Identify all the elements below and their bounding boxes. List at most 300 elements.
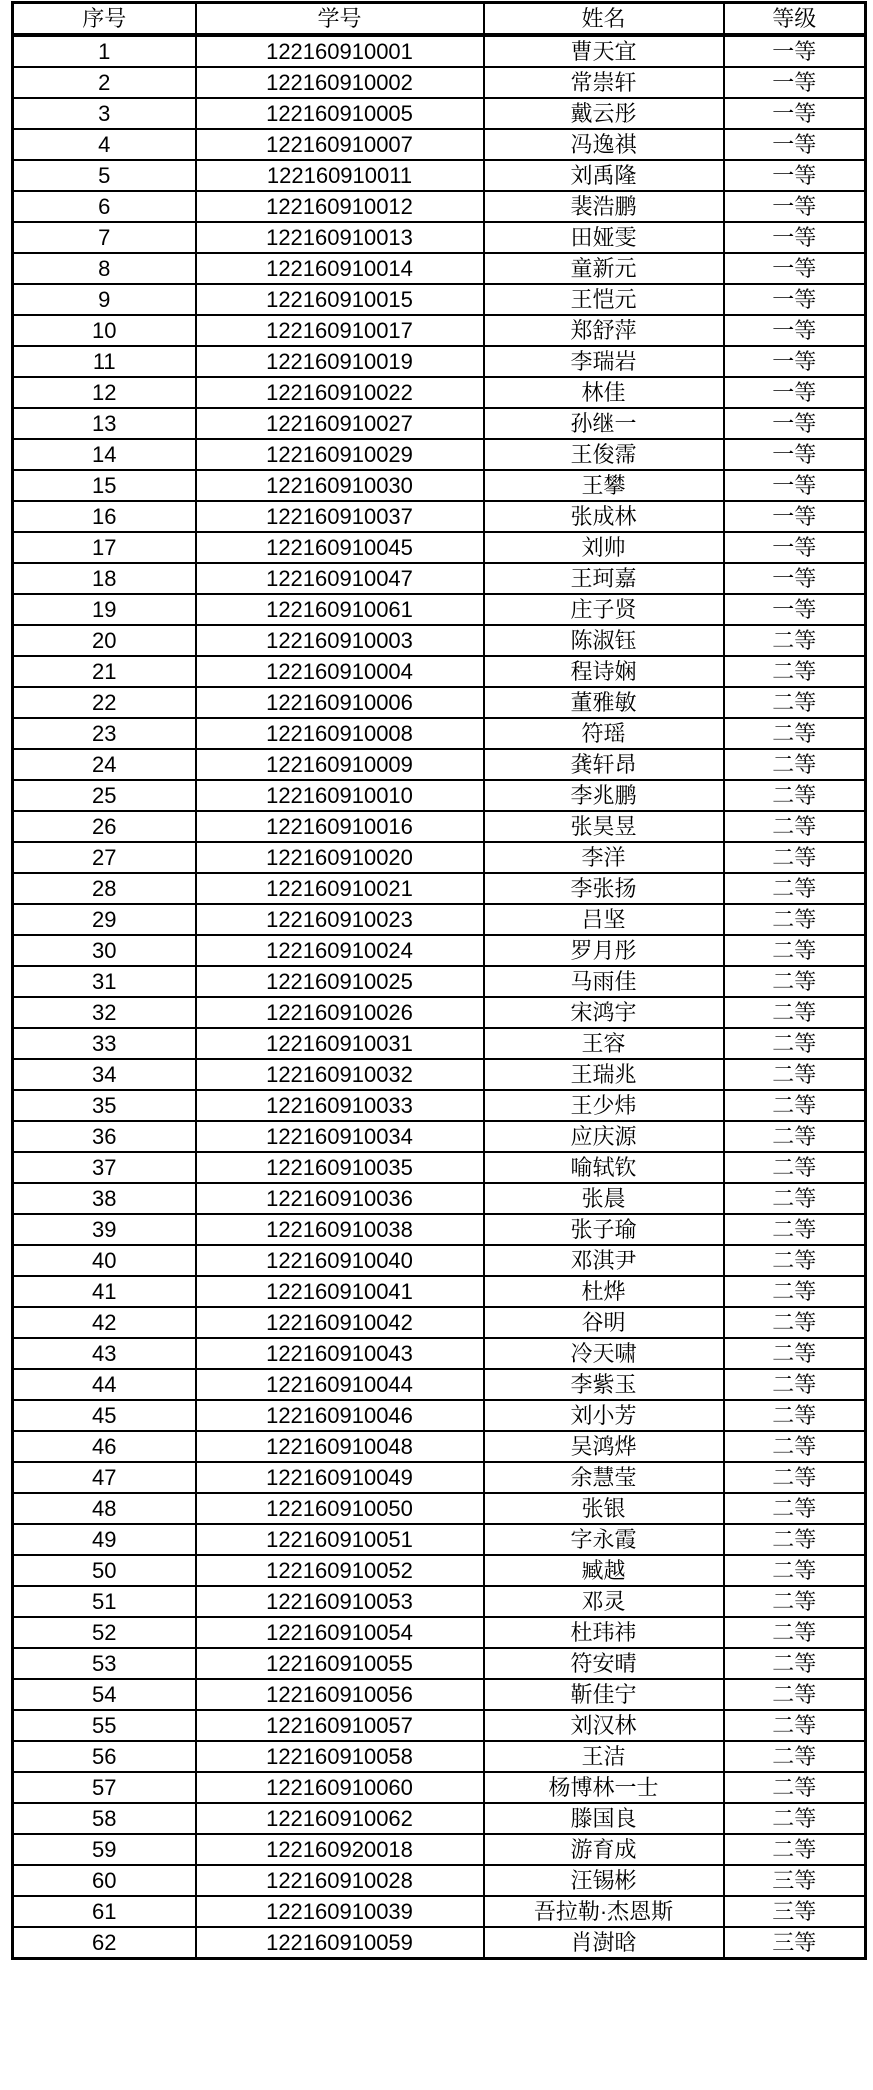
student-id-cell: 122160910057 (196, 1710, 484, 1741)
student-id-cell: 122160910035 (196, 1152, 484, 1183)
table-row (13, 470, 866, 501)
table-row (13, 1524, 866, 1555)
table-row (13, 315, 866, 346)
table-row (13, 687, 866, 718)
table-row (13, 1927, 866, 1959)
grade-cell: 二等 (724, 1555, 866, 1586)
name-cell: 吾拉勒·杰恩斯 (484, 1896, 724, 1927)
serial-cell: 5 (13, 160, 196, 191)
grade-cell: 二等 (724, 1059, 866, 1090)
serial-cell: 48 (13, 1493, 196, 1524)
student-id-cell: 122160910022 (196, 377, 484, 408)
grade-cell: 二等 (724, 1431, 866, 1462)
grade-cell: 二等 (724, 811, 866, 842)
serial-cell: 59 (13, 1834, 196, 1865)
name-cell: 刘帅 (484, 532, 724, 563)
table-row (13, 253, 866, 284)
name-cell: 戴云彤 (484, 98, 724, 129)
grade-cell: 二等 (724, 1369, 866, 1400)
student-id-cell: 122160910005 (196, 98, 484, 129)
student-id-cell: 122160910056 (196, 1679, 484, 1710)
name-cell: 符瑶 (484, 718, 724, 749)
table-row (13, 1090, 866, 1121)
serial-cell: 62 (13, 1927, 196, 1959)
table-row (13, 1803, 866, 1834)
grade-table (11, 1, 867, 1960)
table-row (13, 1338, 866, 1369)
student-id-cell: 122160910013 (196, 222, 484, 253)
grade-cell: 二等 (724, 1524, 866, 1555)
student-id-cell: 122160910036 (196, 1183, 484, 1214)
table-row (13, 625, 866, 656)
serial-cell: 42 (13, 1307, 196, 1338)
name-cell: 符安晴 (484, 1648, 724, 1679)
table-row (13, 1369, 866, 1400)
student-id-cell: 122160910058 (196, 1741, 484, 1772)
serial-cell: 49 (13, 1524, 196, 1555)
serial-cell: 45 (13, 1400, 196, 1431)
serial-cell: 6 (13, 191, 196, 222)
name-cell: 杜玮祎 (484, 1617, 724, 1648)
table-row (13, 1896, 866, 1927)
table-row (13, 1431, 866, 1462)
name-cell: 吴鸿烨 (484, 1431, 724, 1462)
name-cell: 吕坚 (484, 904, 724, 935)
name-cell: 杨博林一士 (484, 1772, 724, 1803)
table-row (13, 656, 866, 687)
student-id-cell: 122160910020 (196, 842, 484, 873)
name-cell: 靳佳宁 (484, 1679, 724, 1710)
table-row (13, 1865, 866, 1896)
name-cell: 冷天啸 (484, 1338, 724, 1369)
name-cell: 马雨佳 (484, 966, 724, 997)
table-row (13, 1741, 866, 1772)
grade-cell: 二等 (724, 966, 866, 997)
student-id-cell: 122160910054 (196, 1617, 484, 1648)
grade-cell: 一等 (724, 501, 866, 532)
name-cell: 邓灵 (484, 1586, 724, 1617)
serial-cell: 58 (13, 1803, 196, 1834)
table-row (13, 1586, 866, 1617)
header-row (13, 3, 866, 36)
name-cell: 龚轩昂 (484, 749, 724, 780)
grade-cell: 二等 (724, 656, 866, 687)
serial-cell: 50 (13, 1555, 196, 1586)
student-id-cell: 122160910024 (196, 935, 484, 966)
name-cell: 李兆鹏 (484, 780, 724, 811)
serial-cell: 9 (13, 284, 196, 315)
serial-cell: 13 (13, 408, 196, 439)
student-id-cell: 122160910028 (196, 1865, 484, 1896)
serial-cell: 29 (13, 904, 196, 935)
name-cell: 李瑞岩 (484, 346, 724, 377)
student-id-cell: 122160910044 (196, 1369, 484, 1400)
table-row (13, 904, 866, 935)
grade-cell: 二等 (724, 904, 866, 935)
student-id-cell: 122160910038 (196, 1214, 484, 1245)
student-id-cell: 122160910007 (196, 129, 484, 160)
student-id-cell: 122160910009 (196, 749, 484, 780)
student-id-cell: 122160910046 (196, 1400, 484, 1431)
name-cell: 邓淇尹 (484, 1245, 724, 1276)
student-id-cell: 122160910014 (196, 253, 484, 284)
student-id-cell: 122160910027 (196, 408, 484, 439)
table-row (13, 532, 866, 563)
table-row (13, 408, 866, 439)
serial-cell: 34 (13, 1059, 196, 1090)
grade-cell: 二等 (724, 1834, 866, 1865)
student-id-cell: 122160910037 (196, 501, 484, 532)
grade-cell: 二等 (724, 1307, 866, 1338)
student-id-cell: 122160910032 (196, 1059, 484, 1090)
name-cell: 王瑞兆 (484, 1059, 724, 1090)
student-id-cell: 122160910055 (196, 1648, 484, 1679)
student-id-cell: 122160910043 (196, 1338, 484, 1369)
table-row (13, 377, 866, 408)
table-row (13, 997, 866, 1028)
grade-cell: 二等 (724, 1648, 866, 1679)
table-row (13, 718, 866, 749)
student-id-cell: 122160910051 (196, 1524, 484, 1555)
table-row (13, 1493, 866, 1524)
serial-cell: 47 (13, 1462, 196, 1493)
student-id-cell: 122160910061 (196, 594, 484, 625)
grade-cell: 二等 (724, 1617, 866, 1648)
name-cell: 常崇轩 (484, 67, 724, 98)
table-row (13, 439, 866, 470)
serial-cell: 21 (13, 656, 196, 687)
table-row (13, 1276, 866, 1307)
student-id-cell: 122160910053 (196, 1586, 484, 1617)
table-row (13, 1183, 866, 1214)
grade-cell: 一等 (724, 377, 866, 408)
name-cell: 王容 (484, 1028, 724, 1059)
student-id-cell: 122160910002 (196, 67, 484, 98)
grade-cell: 二等 (724, 842, 866, 873)
name-cell: 裴浩鹏 (484, 191, 724, 222)
header-grade: 等级 (724, 3, 866, 36)
name-cell: 应庆源 (484, 1121, 724, 1152)
serial-cell: 41 (13, 1276, 196, 1307)
grade-cell: 三等 (724, 1896, 866, 1927)
student-id-cell: 122160910040 (196, 1245, 484, 1276)
serial-cell: 24 (13, 749, 196, 780)
grade-cell: 二等 (724, 1183, 866, 1214)
serial-cell: 2 (13, 67, 196, 98)
student-id-cell: 122160910042 (196, 1307, 484, 1338)
grade-cell: 二等 (724, 625, 866, 656)
serial-cell: 26 (13, 811, 196, 842)
grade-cell: 一等 (724, 35, 866, 67)
name-cell: 李张扬 (484, 873, 724, 904)
name-cell: 王恺元 (484, 284, 724, 315)
serial-cell: 60 (13, 1865, 196, 1896)
table-row (13, 1152, 866, 1183)
name-cell: 冯逸祺 (484, 129, 724, 160)
table-row (13, 222, 866, 253)
table-row (13, 780, 866, 811)
name-cell: 游育成 (484, 1834, 724, 1865)
name-cell: 字永霞 (484, 1524, 724, 1555)
header-student-id: 学号 (196, 3, 484, 36)
serial-cell: 56 (13, 1741, 196, 1772)
grade-cell: 一等 (724, 284, 866, 315)
name-cell: 张成林 (484, 501, 724, 532)
table-row (13, 1059, 866, 1090)
student-id-cell: 122160910025 (196, 966, 484, 997)
grade-cell: 二等 (724, 1679, 866, 1710)
grade-cell: 一等 (724, 160, 866, 191)
name-cell: 杜烨 (484, 1276, 724, 1307)
grade-cell: 一等 (724, 253, 866, 284)
grade-cell: 一等 (724, 222, 866, 253)
serial-cell: 25 (13, 780, 196, 811)
table-row (13, 346, 866, 377)
grade-cell: 一等 (724, 67, 866, 98)
serial-cell: 12 (13, 377, 196, 408)
table-row (13, 1834, 866, 1865)
table-row (13, 1028, 866, 1059)
serial-cell: 31 (13, 966, 196, 997)
serial-cell: 28 (13, 873, 196, 904)
table-row (13, 749, 866, 780)
student-id-cell: 122160910029 (196, 439, 484, 470)
name-cell: 王俊霈 (484, 439, 724, 470)
table-row (13, 129, 866, 160)
student-id-cell: 122160910033 (196, 1090, 484, 1121)
grade-cell: 二等 (724, 1276, 866, 1307)
name-cell: 田娅雯 (484, 222, 724, 253)
name-cell: 刘小芳 (484, 1400, 724, 1431)
grade-cell: 二等 (724, 1214, 866, 1245)
student-id-cell: 122160910049 (196, 1462, 484, 1493)
student-id-cell: 122160910060 (196, 1772, 484, 1803)
student-id-cell: 122160910052 (196, 1555, 484, 1586)
table-row (13, 98, 866, 129)
grade-cell: 二等 (724, 1245, 866, 1276)
student-id-cell: 122160910030 (196, 470, 484, 501)
grade-cell: 二等 (724, 1772, 866, 1803)
student-id-cell: 122160910041 (196, 1276, 484, 1307)
table-row (13, 1214, 866, 1245)
serial-cell: 40 (13, 1245, 196, 1276)
student-id-cell: 122160910050 (196, 1493, 484, 1524)
grade-cell: 二等 (724, 1803, 866, 1834)
table-row (13, 1617, 866, 1648)
student-id-cell: 122160910062 (196, 1803, 484, 1834)
table-row (13, 1555, 866, 1586)
grade-cell: 二等 (724, 1462, 866, 1493)
name-cell: 臧越 (484, 1555, 724, 1586)
name-cell: 庄子贤 (484, 594, 724, 625)
table-row (13, 1679, 866, 1710)
table-row (13, 935, 866, 966)
serial-cell: 7 (13, 222, 196, 253)
student-id-cell: 122160910008 (196, 718, 484, 749)
serial-cell: 10 (13, 315, 196, 346)
table-row (13, 873, 866, 904)
serial-cell: 43 (13, 1338, 196, 1369)
table-row (13, 563, 866, 594)
serial-cell: 15 (13, 470, 196, 501)
grade-cell: 二等 (724, 718, 866, 749)
student-id-cell: 122160910039 (196, 1896, 484, 1927)
serial-cell: 51 (13, 1586, 196, 1617)
serial-cell: 53 (13, 1648, 196, 1679)
name-cell: 宋鸿宇 (484, 997, 724, 1028)
grade-cell: 二等 (724, 1400, 866, 1431)
name-cell: 余慧莹 (484, 1462, 724, 1493)
serial-cell: 23 (13, 718, 196, 749)
student-id-cell: 122160910059 (196, 1927, 484, 1959)
grade-cell: 三等 (724, 1865, 866, 1896)
name-cell: 张昊昱 (484, 811, 724, 842)
serial-cell: 46 (13, 1431, 196, 1462)
name-cell: 王珂嘉 (484, 563, 724, 594)
name-cell: 张银 (484, 1493, 724, 1524)
table-row (13, 67, 866, 98)
serial-cell: 54 (13, 1679, 196, 1710)
table-row (13, 1648, 866, 1679)
grade-cell: 一等 (724, 98, 866, 129)
student-id-cell: 122160910012 (196, 191, 484, 222)
table-row (13, 842, 866, 873)
table-row (13, 811, 866, 842)
grade-cell: 二等 (724, 1586, 866, 1617)
student-id-cell: 122160910026 (196, 997, 484, 1028)
name-cell: 喻轼钦 (484, 1152, 724, 1183)
student-id-cell: 122160910023 (196, 904, 484, 935)
grade-cell: 二等 (724, 1121, 866, 1152)
table-row (13, 1462, 866, 1493)
serial-cell: 27 (13, 842, 196, 873)
serial-cell: 3 (13, 98, 196, 129)
serial-cell: 22 (13, 687, 196, 718)
grade-cell: 一等 (724, 563, 866, 594)
serial-cell: 8 (13, 253, 196, 284)
name-cell: 李紫玉 (484, 1369, 724, 1400)
name-cell: 肖澍晗 (484, 1927, 724, 1959)
student-id-cell: 122160910017 (196, 315, 484, 346)
grade-cell: 二等 (724, 1028, 866, 1059)
table-row (13, 501, 866, 532)
grade-cell: 一等 (724, 191, 866, 222)
name-cell: 董雅敏 (484, 687, 724, 718)
serial-cell: 1 (13, 35, 196, 67)
student-id-cell: 122160910010 (196, 780, 484, 811)
serial-cell: 44 (13, 1369, 196, 1400)
table-row (13, 1307, 866, 1338)
grade-cell: 二等 (724, 1090, 866, 1121)
serial-cell: 37 (13, 1152, 196, 1183)
student-id-cell: 122160910021 (196, 873, 484, 904)
serial-cell: 14 (13, 439, 196, 470)
serial-cell: 30 (13, 935, 196, 966)
table-row (13, 1772, 866, 1803)
student-id-cell: 122160910011 (196, 160, 484, 191)
grade-cell: 一等 (724, 129, 866, 160)
grade-cell: 二等 (724, 687, 866, 718)
table-header (13, 3, 866, 36)
grade-cell: 二等 (724, 873, 866, 904)
serial-cell: 35 (13, 1090, 196, 1121)
table-row (13, 594, 866, 625)
student-id-cell: 122160910034 (196, 1121, 484, 1152)
grade-cell: 二等 (724, 997, 866, 1028)
grade-cell: 一等 (724, 346, 866, 377)
name-cell: 谷明 (484, 1307, 724, 1338)
table-row (13, 966, 866, 997)
student-id-cell: 122160910001 (196, 35, 484, 67)
name-cell: 程诗娴 (484, 656, 724, 687)
grade-cell: 一等 (724, 315, 866, 346)
serial-cell: 33 (13, 1028, 196, 1059)
name-cell: 张子瑜 (484, 1214, 724, 1245)
table-body (13, 35, 866, 1959)
student-id-cell: 122160910048 (196, 1431, 484, 1462)
header-serial: 序号 (13, 3, 196, 36)
student-id-cell: 122160910004 (196, 656, 484, 687)
grade-cell: 一等 (724, 408, 866, 439)
grade-cell: 三等 (724, 1927, 866, 1959)
serial-cell: 4 (13, 129, 196, 160)
table-row (13, 284, 866, 315)
grade-cell: 二等 (724, 935, 866, 966)
student-id-cell: 122160910015 (196, 284, 484, 315)
name-cell: 曹天宜 (484, 35, 724, 67)
serial-cell: 17 (13, 532, 196, 563)
table-row (13, 191, 866, 222)
name-cell: 林佳 (484, 377, 724, 408)
grade-cell: 二等 (724, 1493, 866, 1524)
serial-cell: 61 (13, 1896, 196, 1927)
serial-cell: 39 (13, 1214, 196, 1245)
student-id-cell: 122160920018 (196, 1834, 484, 1865)
serial-cell: 19 (13, 594, 196, 625)
grade-cell: 二等 (724, 780, 866, 811)
grade-cell: 二等 (724, 1710, 866, 1741)
grade-cell: 二等 (724, 1741, 866, 1772)
name-cell: 张晨 (484, 1183, 724, 1214)
name-cell: 陈淑钰 (484, 625, 724, 656)
serial-cell: 55 (13, 1710, 196, 1741)
serial-cell: 52 (13, 1617, 196, 1648)
grade-cell: 二等 (724, 1338, 866, 1369)
name-cell: 刘汉林 (484, 1710, 724, 1741)
table-row (13, 35, 866, 67)
student-id-cell: 122160910019 (196, 346, 484, 377)
table-row (13, 160, 866, 191)
grade-cell: 二等 (724, 1152, 866, 1183)
serial-cell: 36 (13, 1121, 196, 1152)
grade-cell: 一等 (724, 470, 866, 501)
student-id-cell: 122160910016 (196, 811, 484, 842)
grade-cell: 一等 (724, 532, 866, 563)
name-cell: 罗月彤 (484, 935, 724, 966)
table-row (13, 1245, 866, 1276)
name-cell: 王攀 (484, 470, 724, 501)
table-row (13, 1121, 866, 1152)
serial-cell: 32 (13, 997, 196, 1028)
name-cell: 王洁 (484, 1741, 724, 1772)
serial-cell: 20 (13, 625, 196, 656)
serial-cell: 16 (13, 501, 196, 532)
name-cell: 刘禹隆 (484, 160, 724, 191)
grade-cell: 二等 (724, 749, 866, 780)
table-row (13, 1400, 866, 1431)
name-cell: 郑舒萍 (484, 315, 724, 346)
serial-cell: 38 (13, 1183, 196, 1214)
